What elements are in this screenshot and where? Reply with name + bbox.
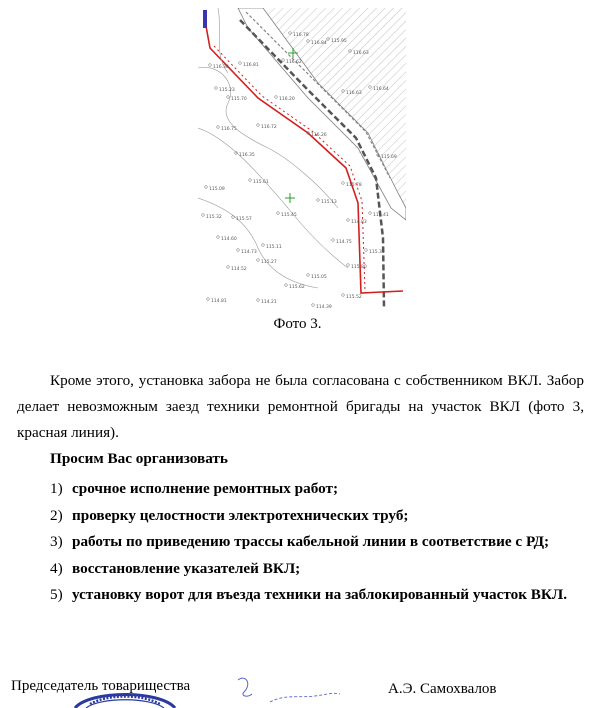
elevation-point bbox=[205, 186, 208, 189]
elevation-label: 115.09 bbox=[209, 187, 225, 192]
request-number: 1) bbox=[50, 480, 63, 497]
request-text: срочное исполнение ремонтных работ; bbox=[72, 480, 339, 497]
stamp-image bbox=[70, 684, 180, 708]
request-number: 4) bbox=[50, 559, 63, 577]
elevation-point bbox=[275, 96, 278, 99]
elevation-point bbox=[207, 298, 210, 301]
elevation-label: 114.60 bbox=[221, 237, 237, 242]
request-text: работы по приведению трассы кабельной линии в соответствие с РД; bbox=[72, 533, 550, 550]
request-number: 5) bbox=[50, 586, 63, 603]
elevation-label: 115.80 bbox=[351, 265, 367, 270]
signatory-role: Председатель товарищества bbox=[11, 678, 191, 694]
elevation-point bbox=[202, 214, 205, 217]
site-plan-drawing bbox=[198, 8, 406, 308]
elevation-label: 116.63 bbox=[353, 51, 369, 56]
elevation-label: 115.61 bbox=[253, 180, 269, 185]
elevation-point bbox=[332, 239, 335, 242]
elevation-point bbox=[347, 219, 350, 222]
contour-line bbox=[218, 8, 228, 73]
elevation-label: 115.69 bbox=[381, 155, 397, 160]
elevation-label: 115.52 bbox=[346, 295, 362, 300]
elevation-point bbox=[347, 264, 350, 267]
signatory-name: А.Э. Самохвалов bbox=[388, 681, 497, 697]
elevation-label: 116.81 bbox=[243, 63, 259, 68]
elevation-label: 116.35 bbox=[239, 153, 255, 158]
elevation-point bbox=[227, 266, 230, 269]
elevation-label: 116.63 bbox=[346, 91, 362, 96]
request-text: восстановление указателей ВКЛ; bbox=[72, 559, 301, 577]
elevation-label: 116.84 bbox=[311, 41, 327, 46]
elevation-point bbox=[239, 62, 242, 65]
elevation-point bbox=[257, 299, 260, 302]
request-number: 2) bbox=[50, 506, 63, 524]
request-item bbox=[50, 529, 584, 556]
elevation-point bbox=[257, 259, 260, 262]
elevation-label: 116.78 bbox=[293, 33, 309, 38]
request-item bbox=[50, 476, 584, 503]
elevation-label: 114.41 bbox=[373, 213, 389, 218]
request-item bbox=[50, 503, 584, 530]
elevation-point bbox=[365, 249, 368, 252]
body-paragraph: Кроме этого, установка забора не была согласована с собственником ВКЛ. Забор делает невозможным заезд техники ремонтной бригады на участок ВКЛ (фото 3, красная линия). bbox=[17, 372, 584, 441]
request-text: проверку целостности электротехнических труб; bbox=[72, 506, 409, 524]
elevation-label: 115.27 bbox=[261, 260, 277, 265]
elevation-point bbox=[232, 216, 235, 219]
handwritten-signature bbox=[230, 672, 350, 705]
contour-line bbox=[198, 198, 318, 288]
elevation-point bbox=[342, 182, 345, 185]
request-item bbox=[50, 556, 584, 583]
elevation-label: 116.72 bbox=[261, 125, 277, 130]
elevation-label: 116.64 bbox=[373, 87, 389, 92]
elevation-label: 116.26 bbox=[311, 133, 327, 138]
elevation-label: 115.05 bbox=[311, 275, 327, 280]
elevation-label: 114.73 bbox=[241, 250, 257, 255]
elevation-label: 115.57 bbox=[236, 217, 252, 222]
figure-caption: Фото 3. bbox=[273, 316, 322, 332]
request-list bbox=[50, 476, 584, 609]
elevation-point bbox=[312, 304, 315, 307]
elevation-label: 114.21 bbox=[261, 300, 277, 305]
elevation-label: 115.78 bbox=[346, 183, 362, 188]
elevation-point bbox=[369, 212, 372, 215]
elevation-label: 115.70 bbox=[231, 97, 247, 102]
elevation-label: 114.39 bbox=[316, 305, 332, 308]
route-start-marker bbox=[203, 10, 207, 28]
elevation-point bbox=[217, 126, 220, 129]
elevation-label: 115.95 bbox=[331, 39, 347, 44]
elevation-point bbox=[227, 96, 230, 99]
elevation-label: 114.75 bbox=[336, 240, 352, 245]
request-number: 3) bbox=[50, 533, 63, 550]
elevation-point bbox=[342, 294, 345, 297]
elevation-point bbox=[249, 179, 252, 182]
elevation-point bbox=[307, 274, 310, 277]
elevation-point bbox=[209, 64, 212, 67]
site-plan-image bbox=[198, 8, 406, 308]
elevation-label: 116.62 bbox=[286, 60, 302, 65]
request-text: установку ворот для въезда техники на заблокированный участок ВКЛ. bbox=[72, 586, 568, 603]
elevation-label: 115.13 bbox=[321, 200, 337, 205]
request-item bbox=[50, 582, 584, 609]
elevation-label: 114.81 bbox=[211, 299, 227, 304]
elevation-label: 116.20 bbox=[279, 97, 295, 102]
elevation-point bbox=[257, 124, 260, 127]
elevation-label: 116.30 bbox=[213, 65, 229, 70]
request-heading: Просим Вас организовать bbox=[50, 450, 228, 467]
elevation-point bbox=[277, 212, 280, 215]
elevation-label: 115.45 bbox=[281, 213, 297, 218]
elevation-label: 115.23 bbox=[219, 88, 235, 93]
elevation-label: 114.83 bbox=[351, 220, 367, 225]
elevation-label: 114.52 bbox=[231, 267, 247, 272]
elevation-point bbox=[217, 236, 220, 239]
elevation-point bbox=[237, 249, 240, 252]
elevation-label: 115.32 bbox=[206, 215, 222, 220]
elevation-point bbox=[262, 244, 265, 247]
elevation-label: 115.62 bbox=[289, 285, 305, 290]
elevation-point bbox=[317, 199, 320, 202]
elevation-label: 115.11 bbox=[266, 245, 282, 250]
elevation-point bbox=[215, 87, 218, 90]
elevation-label: 116.75 bbox=[221, 127, 237, 132]
elevation-label: 115.36 bbox=[369, 250, 385, 255]
elevation-point bbox=[285, 284, 288, 287]
